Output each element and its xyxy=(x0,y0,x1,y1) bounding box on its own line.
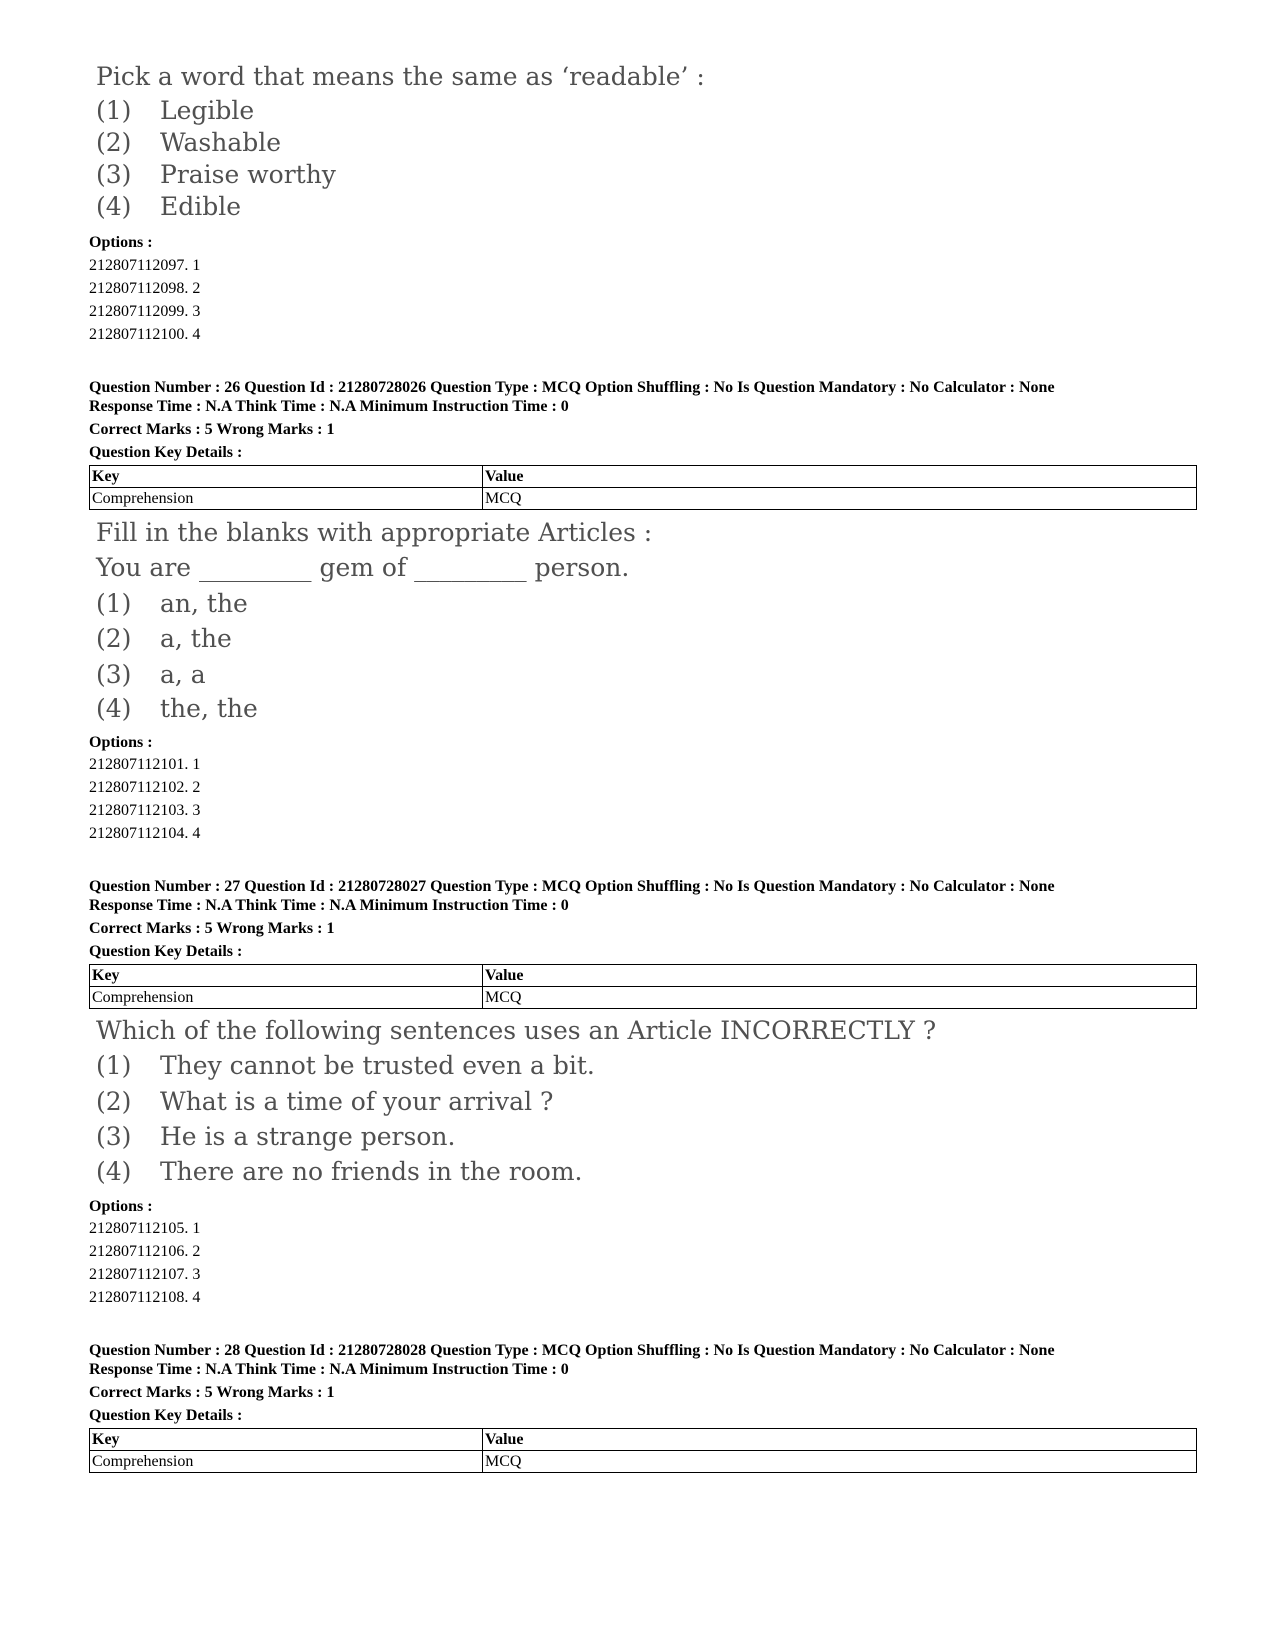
value-cell: MCQ xyxy=(483,488,1197,510)
question-header: Question Number : 27 Question Id : 21280728027 Question Type : MCQ Option Shuffling : No Is Question Mandatory : No Calculator : None xyxy=(89,878,1055,895)
key-value-table xyxy=(89,465,1197,510)
key-cell: Comprehension xyxy=(90,1451,483,1473)
options-label: Options : xyxy=(89,234,153,251)
key-details-label: Question Key Details : xyxy=(89,943,243,960)
key-value-table xyxy=(89,964,1197,1009)
choice: (2) a, the xyxy=(96,624,232,653)
question-text: You are _________ gem of _________ person. xyxy=(96,553,630,582)
option-id: 212807112097. 1 xyxy=(89,257,201,274)
option-id: 212807112105. 1 xyxy=(89,1220,201,1237)
question-times: Response Time : N.A Think Time : N.A Minimum Instruction Time : 0 xyxy=(89,398,569,415)
options-label: Options : xyxy=(89,734,153,751)
key-details-label: Question Key Details : xyxy=(89,1407,243,1424)
key-details-label: Question Key Details : xyxy=(89,444,243,461)
choice: (4) the, the xyxy=(96,694,258,723)
key-cell: Comprehension xyxy=(90,987,483,1009)
question-header: Question Number : 28 Question Id : 21280728028 Question Type : MCQ Option Shuffling : No Is Question Mandatory : No Calculator : None xyxy=(89,1342,1055,1359)
question-text: Pick a word that means the same as ‘readable’ : xyxy=(96,62,705,91)
key-header: Key xyxy=(90,965,483,987)
key-header: Key xyxy=(90,1429,483,1451)
option-id: 212807112101. 1 xyxy=(89,756,201,773)
choice: (4) Edible xyxy=(96,192,242,221)
options-label: Options : xyxy=(89,1198,153,1215)
value-cell: MCQ xyxy=(483,1451,1197,1473)
question-text: Which of the following sentences uses an Article INCORRECTLY ? xyxy=(96,1016,937,1045)
choice: (3) He is a strange person. xyxy=(96,1122,456,1151)
question-marks: Correct Marks : 5 Wrong Marks : 1 xyxy=(89,1384,335,1401)
option-id: 212807112104. 4 xyxy=(89,825,201,842)
question-times: Response Time : N.A Think Time : N.A Minimum Instruction Time : 0 xyxy=(89,1361,569,1378)
option-id: 212807112107. 3 xyxy=(89,1266,201,1283)
option-id: 212807112099. 3 xyxy=(89,303,201,320)
choice: (1) They cannot be trusted even a bit. xyxy=(96,1051,595,1080)
choice: (4) There are no friends in the room. xyxy=(96,1157,583,1186)
choice: (2) Washable xyxy=(96,128,282,157)
option-id: 212807112108. 4 xyxy=(89,1289,201,1306)
key-cell: Comprehension xyxy=(90,488,483,510)
option-id: 212807112100. 4 xyxy=(89,326,201,343)
question-marks: Correct Marks : 5 Wrong Marks : 1 xyxy=(89,421,335,438)
value-header: Value xyxy=(483,965,1197,987)
question-header: Question Number : 26 Question Id : 21280728026 Question Type : MCQ Option Shuffling : No Is Question Mandatory : No Calculator : None xyxy=(89,379,1055,396)
choice: (1) an, the xyxy=(96,589,248,618)
question-times: Response Time : N.A Think Time : N.A Minimum Instruction Time : 0 xyxy=(89,897,569,914)
option-id: 212807112106. 2 xyxy=(89,1243,201,1260)
option-id: 212807112098. 2 xyxy=(89,280,201,297)
option-id: 212807112102. 2 xyxy=(89,779,201,796)
value-cell: MCQ xyxy=(483,987,1197,1009)
question-marks: Correct Marks : 5 Wrong Marks : 1 xyxy=(89,920,335,937)
choice: (3) a, a xyxy=(96,660,206,689)
key-value-table xyxy=(89,1428,1197,1473)
choice: (1) Legible xyxy=(96,96,255,125)
value-header: Value xyxy=(483,1429,1197,1451)
question-text: Fill in the blanks with appropriate Articles : xyxy=(96,518,653,547)
choice: (3) Praise worthy xyxy=(96,160,336,189)
key-header: Key xyxy=(90,466,483,488)
value-header: Value xyxy=(483,466,1197,488)
choice: (2) What is a time of your arrival ? xyxy=(96,1087,554,1116)
option-id: 212807112103. 3 xyxy=(89,802,201,819)
